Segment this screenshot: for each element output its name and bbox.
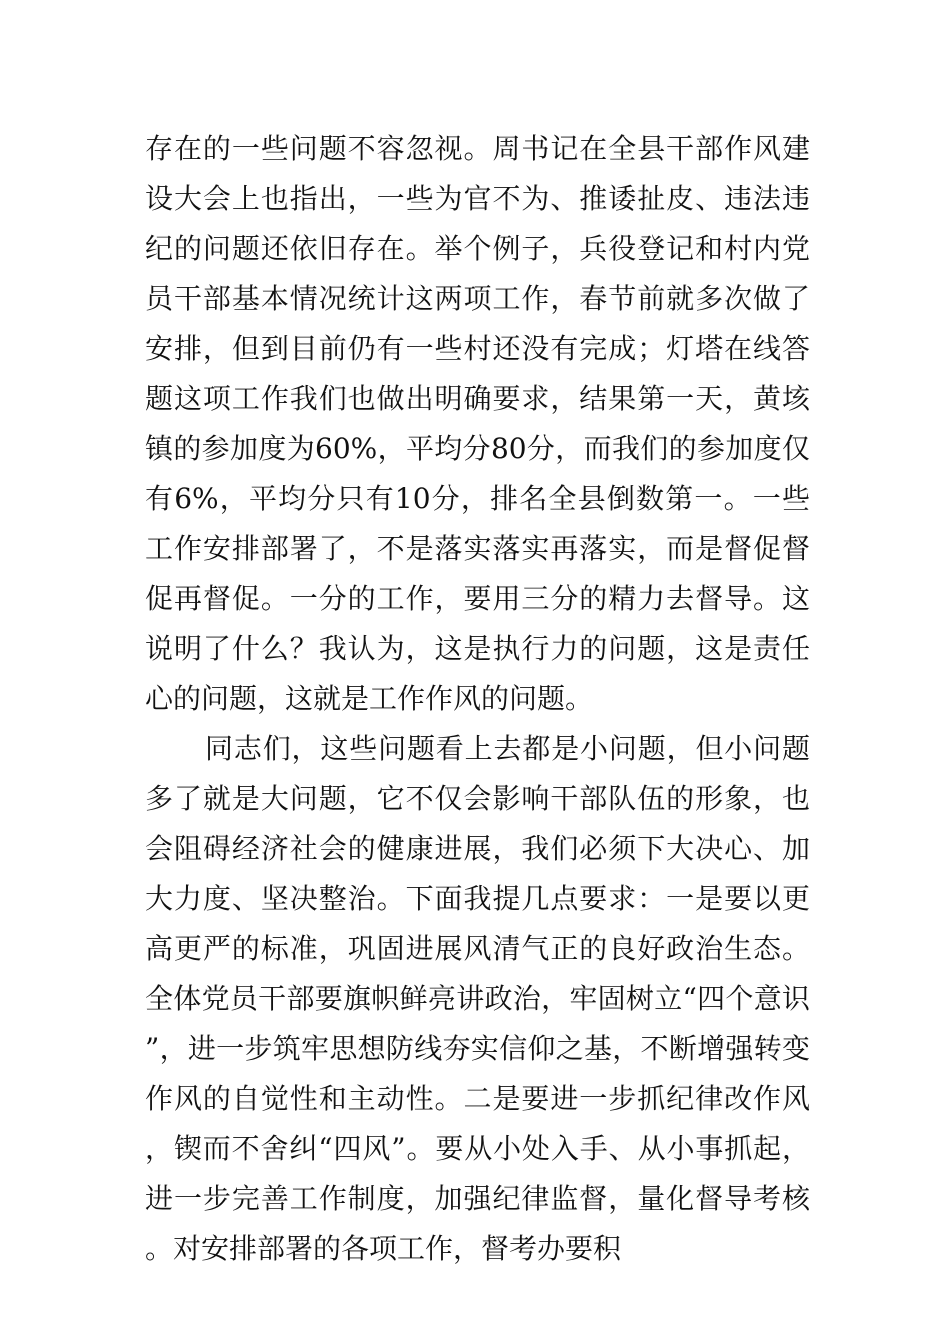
body-paragraph-2: 同志们，这些问题看上去都是小问题，但小问题多了就是大问题，它不仅会影响干部队伍的形象，也会阻碍经济社会的健康进展，我们必须下大决心、加大力度、坚决整治。下面我提几点要求：一是要以更高更严的标准，巩固进展风清气正的良好政治生态。全体党员干部要旗帜鲜亮讲政治，牢固树立“四个意识”，进一步筑牢思想防线夯实信仰之基，不断增强转变作风的自觉性和主动性。二是要进一步抓纪律改作风，锲而不舍纠“四风”。要从小处入手、从小事抓起，进一步完善工作制度，加强纪律监督，量化督导考核。对安排部署的各项工作，督考办要积 bbox=[145, 732, 810, 1265]
body-paragraph-1: 存在的一些问题不容忽视。周书记在全县干部作风建设大会上也指出，一些为官不为、推诿扯皮、违法违纪的问题还依旧存在。举个例子，兵役登记和村内党员干部基本情况统计这两项工作，春节前就多次做了安排，但到目前仍有一些村还没有完成；灯塔在线答题这项工作我们也做出明确要求，结果第一天，黄垓镇的参加度为60%，平均分80分，而我们的参加度仅有6%，平均分只有10分，排名全县倒数第一。一些工作安排部署了，不是落实落实再落实，而是督促督促再督促。一分的工作，要用三分的精力去督导。这说明了什么？我认为，这是执行力的问题，这是责任心的问题，这就是工作作风的问题。 bbox=[145, 132, 810, 715]
